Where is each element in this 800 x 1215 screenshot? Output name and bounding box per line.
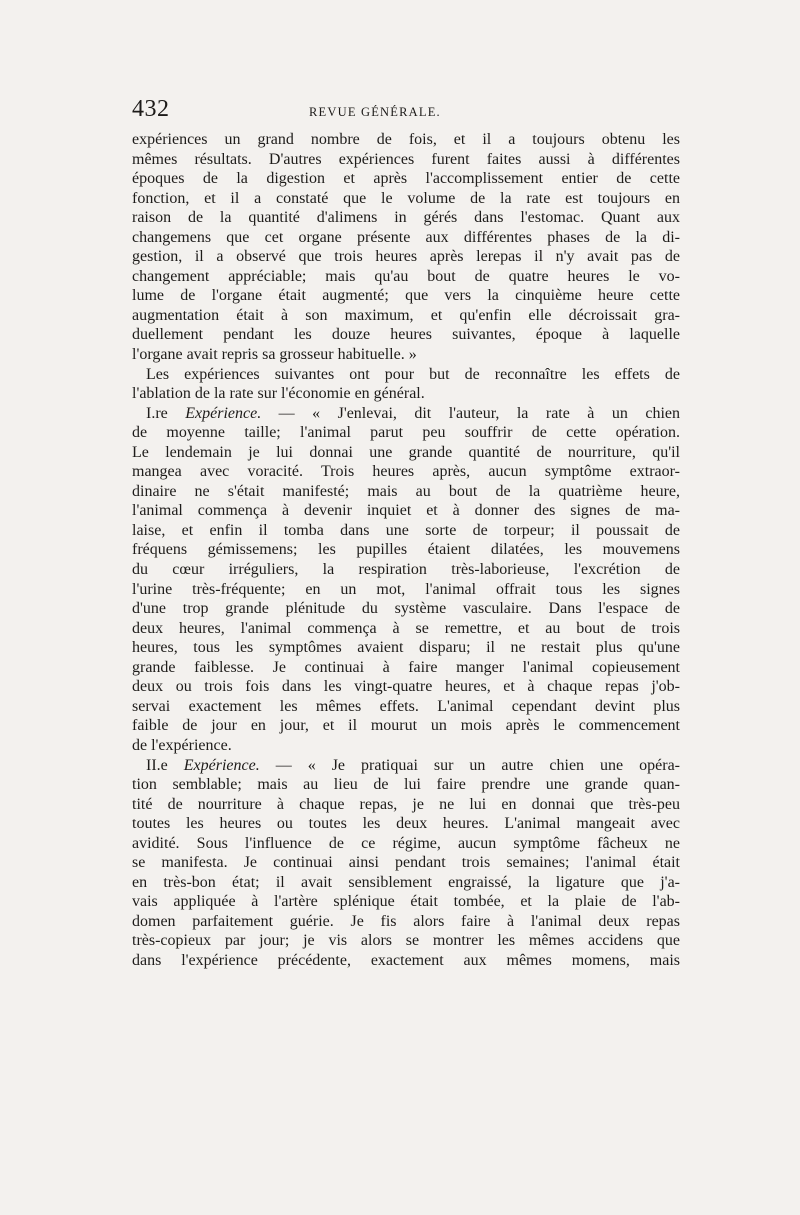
text-line	[132, 501, 680, 521]
text-line	[132, 736, 680, 756]
text-line	[132, 697, 680, 717]
text-line	[132, 286, 680, 306]
section-title: Expérience.	[183, 756, 260, 774]
section-number: I.re	[146, 404, 186, 422]
text-line	[132, 228, 680, 248]
line-text: l'urine très-fréquente; en un mot, l'animal offrait tous les signes	[132, 580, 680, 598]
line-text: — « Je pratiquai sur un autre chien une opéra-	[259, 756, 680, 774]
line-text: grande faiblesse. Je continuai à faire manger l'animal copieusement	[132, 658, 680, 676]
text-line	[132, 814, 680, 834]
line-text: de l'expérience.	[132, 736, 232, 754]
text-line	[132, 247, 680, 267]
line-text: se manifesta. Je continuai ainsi pendant trois semaines; l'animal était	[132, 854, 680, 872]
line-text: faible de jour en jour, et il mourut un mois après le commencement	[132, 717, 680, 735]
text-line	[132, 521, 680, 541]
text-line	[132, 443, 680, 463]
text-line	[132, 130, 680, 150]
text-line	[132, 912, 680, 932]
line-text: changemens que cet organe présente aux différentes phases de la di-	[132, 228, 680, 246]
text-line	[132, 834, 680, 854]
line-text: fréquens gémissemens; les pupilles étaient dilatées, les mouvemens	[132, 541, 680, 559]
text-line	[132, 853, 680, 873]
text-line	[132, 404, 680, 424]
line-text: duellement pendant les douze heures suivantes, époque à laquelle	[132, 326, 680, 344]
line-text: changement appréciable; mais qu'au bout de quatre heures le vo-	[132, 267, 680, 285]
text-line	[132, 560, 680, 580]
text-line	[132, 677, 680, 697]
text-line	[132, 795, 680, 815]
line-text: l'ablation de la rate sur l'économie en général.	[132, 385, 425, 403]
text-line	[132, 540, 680, 560]
text-line	[132, 599, 680, 619]
line-text: tité de nourriture à chaque repas, je ne lui en donnai que très-peu	[132, 795, 680, 813]
text-line	[132, 189, 680, 209]
line-text: fonction, et il a constaté que le volume de la rate est toujours en	[132, 189, 680, 207]
line-text: deux heures, l'animal commença à se remettre, et au bout de trois	[132, 619, 680, 637]
text-line	[132, 384, 680, 404]
line-text: dans l'expérience précédente, exactement aux mêmes momens, mais	[132, 951, 680, 969]
line-text: raison de la quantité d'alimens in gérés dans l'estomac. Quant aux	[132, 209, 680, 227]
line-text: domen parfaitement guérie. Je fis alors faire à l'animal deux repas	[132, 912, 680, 930]
text-line	[132, 716, 680, 736]
line-text: l'animal commença à devenir inquiet et à donner des signes de ma-	[132, 502, 680, 520]
line-text: époques de la digestion et après l'accomplissement entier de cette	[132, 170, 680, 188]
text-line	[132, 365, 680, 385]
body-text	[132, 130, 680, 971]
line-text: très-copieux par jour; je vis alors se montrer les mêmes accidens que	[132, 932, 680, 950]
text-line	[132, 345, 680, 365]
text-line	[132, 873, 680, 893]
line-text: mangea avec voracité. Trois heures après, aucun symptôme extraor-	[132, 463, 680, 481]
line-text: heures, tous les symptômes avaient disparu; il ne restait plus qu'une	[132, 639, 680, 657]
page-header	[132, 96, 680, 126]
line-text: Le lendemain je lui donnai une grande quantité de nourriture, qu'il	[132, 443, 680, 461]
text-line	[132, 580, 680, 600]
section-number: II.e	[146, 756, 184, 774]
section-title: Expérience.	[185, 404, 262, 422]
line-text: du cœur irréguliers, la respiration très-laborieuse, l'excrétion de	[132, 561, 680, 579]
line-text: d'une trop grande plénitude du système vasculaire. Dans l'espace de	[132, 600, 680, 618]
text-line	[132, 658, 680, 678]
text-line	[132, 638, 680, 658]
text-line	[132, 756, 680, 776]
text-line	[132, 306, 680, 326]
line-text: en très-bon état; il avait sensiblement engraissé, la ligature que j'a-	[132, 873, 680, 891]
line-text: de moyenne taille; l'animal parut peu souffrir de cette opération.	[132, 424, 680, 442]
text-line	[132, 267, 680, 287]
line-text: toutes les heures ou toutes les deux heures. L'animal mangeait avec	[132, 815, 680, 833]
line-text: dinaire ne s'était manifesté; mais au bout de la quatrième heure,	[132, 482, 680, 500]
text-line	[132, 931, 680, 951]
line-text: servai exactement les mêmes effets. L'animal cependant devint plus	[132, 697, 680, 715]
text-line	[132, 619, 680, 639]
text-line	[132, 775, 680, 795]
line-text: deux ou trois fois dans les vingt-quatre heures, et à chaque repas j'ob-	[132, 678, 680, 696]
text-line	[132, 892, 680, 912]
line-text: augmentation était à son maximum, et qu'enfin elle décroissait gra-	[132, 306, 680, 324]
text-line	[132, 482, 680, 502]
line-text: vais appliquée à l'artère splénique était tombée, et la plaie de l'ab-	[132, 893, 680, 911]
line-text: avidité. Sous l'influence de ce régime, aucun symptôme fâcheux ne	[132, 834, 680, 852]
line-text: gestion, il a observé que trois heures après lerepas il n'y avait pas de	[132, 248, 680, 266]
line-text: Les expériences suivantes ont pour but de reconnaître les effets de	[146, 365, 680, 383]
page-number: 432	[132, 96, 170, 122]
line-text: l'organe avait repris sa grosseur habituelle. »	[132, 346, 417, 364]
line-text: mêmes résultats. D'autres expériences furent faites aussi à différentes	[132, 150, 680, 168]
running-head: REVUE GÉNÉRALE.	[309, 105, 441, 119]
text-line	[132, 169, 680, 189]
text-line	[132, 208, 680, 228]
text-line	[132, 423, 680, 443]
line-text: tion semblable; mais au lieu de lui faire prendre une grande quan-	[132, 776, 680, 794]
text-line	[132, 325, 680, 345]
text-line	[132, 150, 680, 170]
line-text: laise, et enfin il tomba dans une sorte de torpeur; il poussait de	[132, 521, 680, 539]
text-line	[132, 951, 680, 971]
line-text: lume de l'organe était augmenté; que vers la cinquième heure cette	[132, 287, 680, 305]
line-text: expériences un grand nombre de fois, et il a toujours obtenu les	[132, 131, 680, 148]
text-line	[132, 462, 680, 482]
line-text: — « J'enlevai, dit l'auteur, la rate à un chien	[261, 404, 680, 422]
